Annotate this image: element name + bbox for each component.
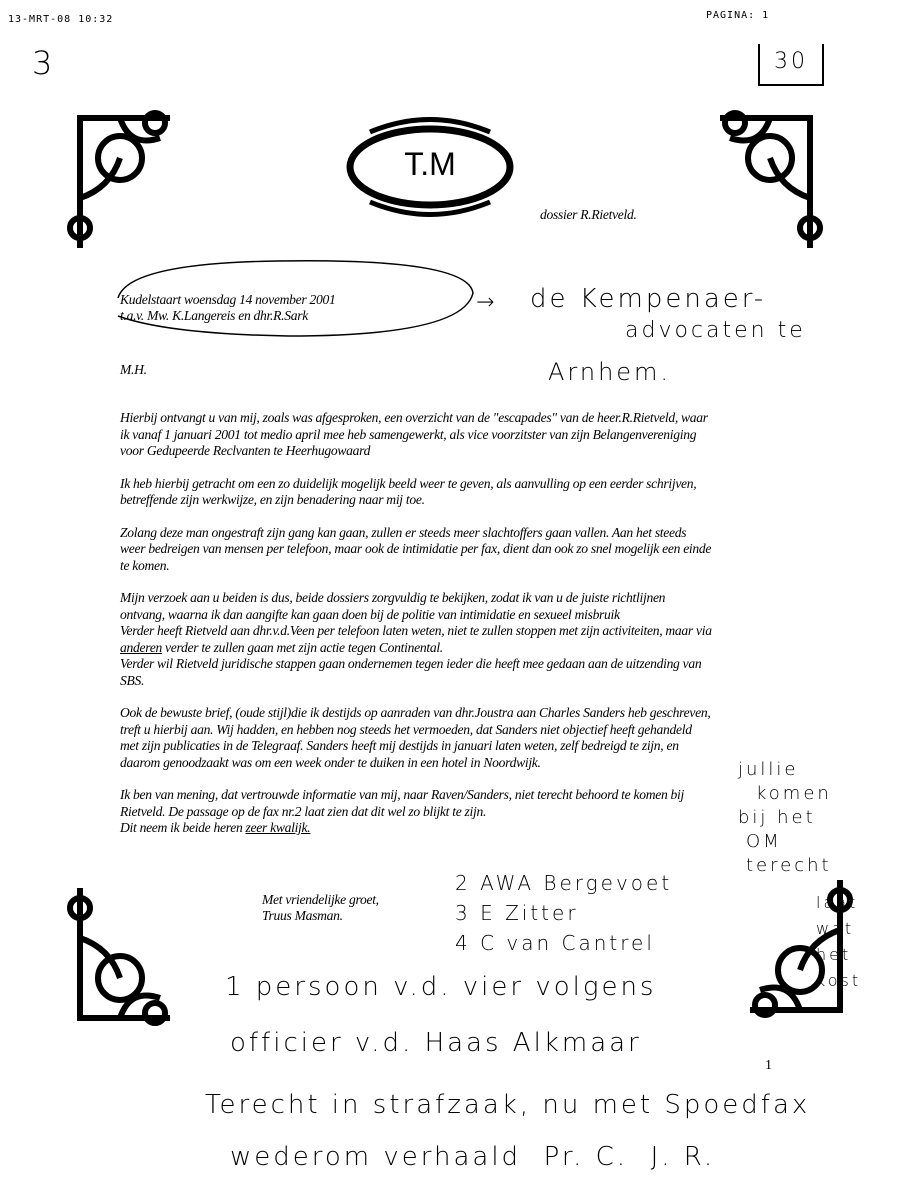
handwritten-note: advocaten te bbox=[625, 318, 806, 343]
handwritten-number: 3 bbox=[32, 44, 56, 82]
handwritten-list bbox=[455, 868, 672, 958]
page-number: 1 bbox=[765, 1058, 772, 1073]
margin-note-line: jullie bbox=[738, 759, 799, 780]
bottom-note-line: officier v.d. Haas Alkmaar bbox=[230, 1028, 642, 1058]
handwritten-note: de Kempenaer- bbox=[530, 284, 767, 314]
list-item: 2 AWA Bergevoet bbox=[455, 871, 673, 895]
boxed-number: 30 bbox=[758, 44, 824, 86]
margin-note-line: terecht bbox=[746, 855, 832, 876]
arrow-icon: → bbox=[476, 290, 498, 315]
closing-greeting: Met vriendelijke groet, bbox=[262, 892, 379, 907]
paragraph: Zolang deze man ongestraft zijn gang kan gaan, zullen er steeds meer slachtoffers gaan vallen. Aan het steeds weer bedreigen van mensen per telefoon, maar ook de intimidatie per fax, dient dan ook zo snel mogelijk een einde te komen. bbox=[120, 524, 712, 573]
right-note-line: laat bbox=[816, 893, 859, 912]
right-note-line: wat bbox=[816, 919, 855, 938]
right-note-line: het bbox=[816, 945, 852, 964]
fax-datetime: 13-MRT-08 10:32 bbox=[8, 14, 114, 25]
margin-note-line: OM bbox=[746, 831, 782, 852]
address-line-2: t.a.v. Mw. K.Langereis en dhr.R.Sark bbox=[120, 308, 308, 323]
letter-body bbox=[120, 410, 712, 853]
dossier-label: dossier R.Rietveld. bbox=[540, 207, 637, 222]
corner-ornament-icon bbox=[60, 98, 180, 258]
corner-ornament-icon bbox=[60, 878, 180, 1038]
paragraph: Ik heb hierbij getracht om een zo duidelijk mogelijk beeld weer te geven, als aanvulling op een eerder schrijven, betreffende zijn werkwijze, en zijn benadering naar mij toe. bbox=[120, 475, 697, 507]
list-item: 4 C van Cantrel bbox=[455, 931, 655, 955]
bottom-note-line: wederom verhaald Pr. C. J. R. bbox=[230, 1142, 716, 1172]
margin-note-line: bij het bbox=[738, 807, 816, 828]
salutation: M.H. bbox=[120, 362, 147, 377]
bottom-note-line: Terecht in strafzaak, nu met Spoedfax bbox=[205, 1090, 811, 1120]
address-line-1: Kudelstaart woensdag 14 november 2001 bbox=[120, 292, 336, 307]
underlined-word: zeer kwalijk. bbox=[245, 820, 311, 835]
paragraph-line: Mijn verzoek aan u beiden is dus, beide dossiers zorgvuldig te bekijken, zodat ik van u de juiste richtlijnen ontvang, waarna ik dan aangifte kan gaan doen bij de politie van intimidatie en sexueel misbruik bbox=[120, 590, 666, 622]
paragraph-line: Verder heeft Rietveld aan dhr.v.d.Veen per telefoon laten weten, niet te zullen stoppen met zijn activiteiten, maar via bbox=[120, 623, 712, 638]
paragraph bbox=[120, 787, 712, 837]
logo-text: T.M bbox=[404, 146, 456, 182]
paragraph bbox=[120, 590, 712, 689]
fax-page: PAGINA: 1 bbox=[706, 10, 770, 21]
paragraph-line: Verder wil Rietveld juridische stappen gaan ondernemen tegen ieder die heeft mee gedaan aan de uitzending van SBS. bbox=[120, 656, 702, 688]
signer-name: Truus Masman. bbox=[262, 908, 343, 923]
underlined-word: anderen bbox=[120, 639, 162, 655]
handwritten-note: Arnhem. bbox=[548, 358, 672, 386]
paragraph: Ook de bewuste brief, (oude stijl)die ik destijds op aanraden van dhr.Joustra aan Charles Sanders heb geschreven, treft u hierbij aan. Wij hadden, en hebben nog steeds het vermoeden, dat Sanders niet objectief heeft gehandeld met zijn publicaties in de Telegraaf. Sanders heeft mij destijds in januari laten weten, zelf bedreigd te zijn, en daarom genoodzaakt was om een week onder te duiken in een hotel in Noordwijk. bbox=[120, 705, 711, 770]
list-item: 3 E Zitter bbox=[455, 901, 579, 925]
bottom-note-line: 1 persoon v.d. vier volgens bbox=[225, 972, 657, 1002]
paragraph-line: Ik ben van mening, dat vertrouwde informatie van mij, naar Raven/Sanders, niet terecht behoord te komen bij Rietveld. De passage op de fax nr.2 laat zien dat dit wel zo blijkt te zijn. bbox=[120, 787, 685, 819]
paragraph-line: Dit neem ik beide heren bbox=[120, 820, 246, 835]
margin-note-line: komen bbox=[756, 783, 832, 804]
margin-note bbox=[738, 758, 832, 878]
right-note bbox=[816, 890, 861, 994]
corner-ornament-icon bbox=[710, 98, 830, 258]
right-note-line: kost bbox=[816, 971, 862, 990]
paragraph-line: verder te zullen gaan met zijn actie tegen Continental. bbox=[161, 639, 443, 655]
paragraph: Hierbij ontvangt u van mij, zoals was afgesproken, een overzicht van de "escapades" van de heer.R.Rietveld, waar ik vanaf 1 januari 2001 tot medio april mee heb samengewerkt, als vice voorzitster van zijn Belangenvereniging voor Gedupeerde Reclvanten te Heerhugowaard bbox=[120, 410, 708, 458]
